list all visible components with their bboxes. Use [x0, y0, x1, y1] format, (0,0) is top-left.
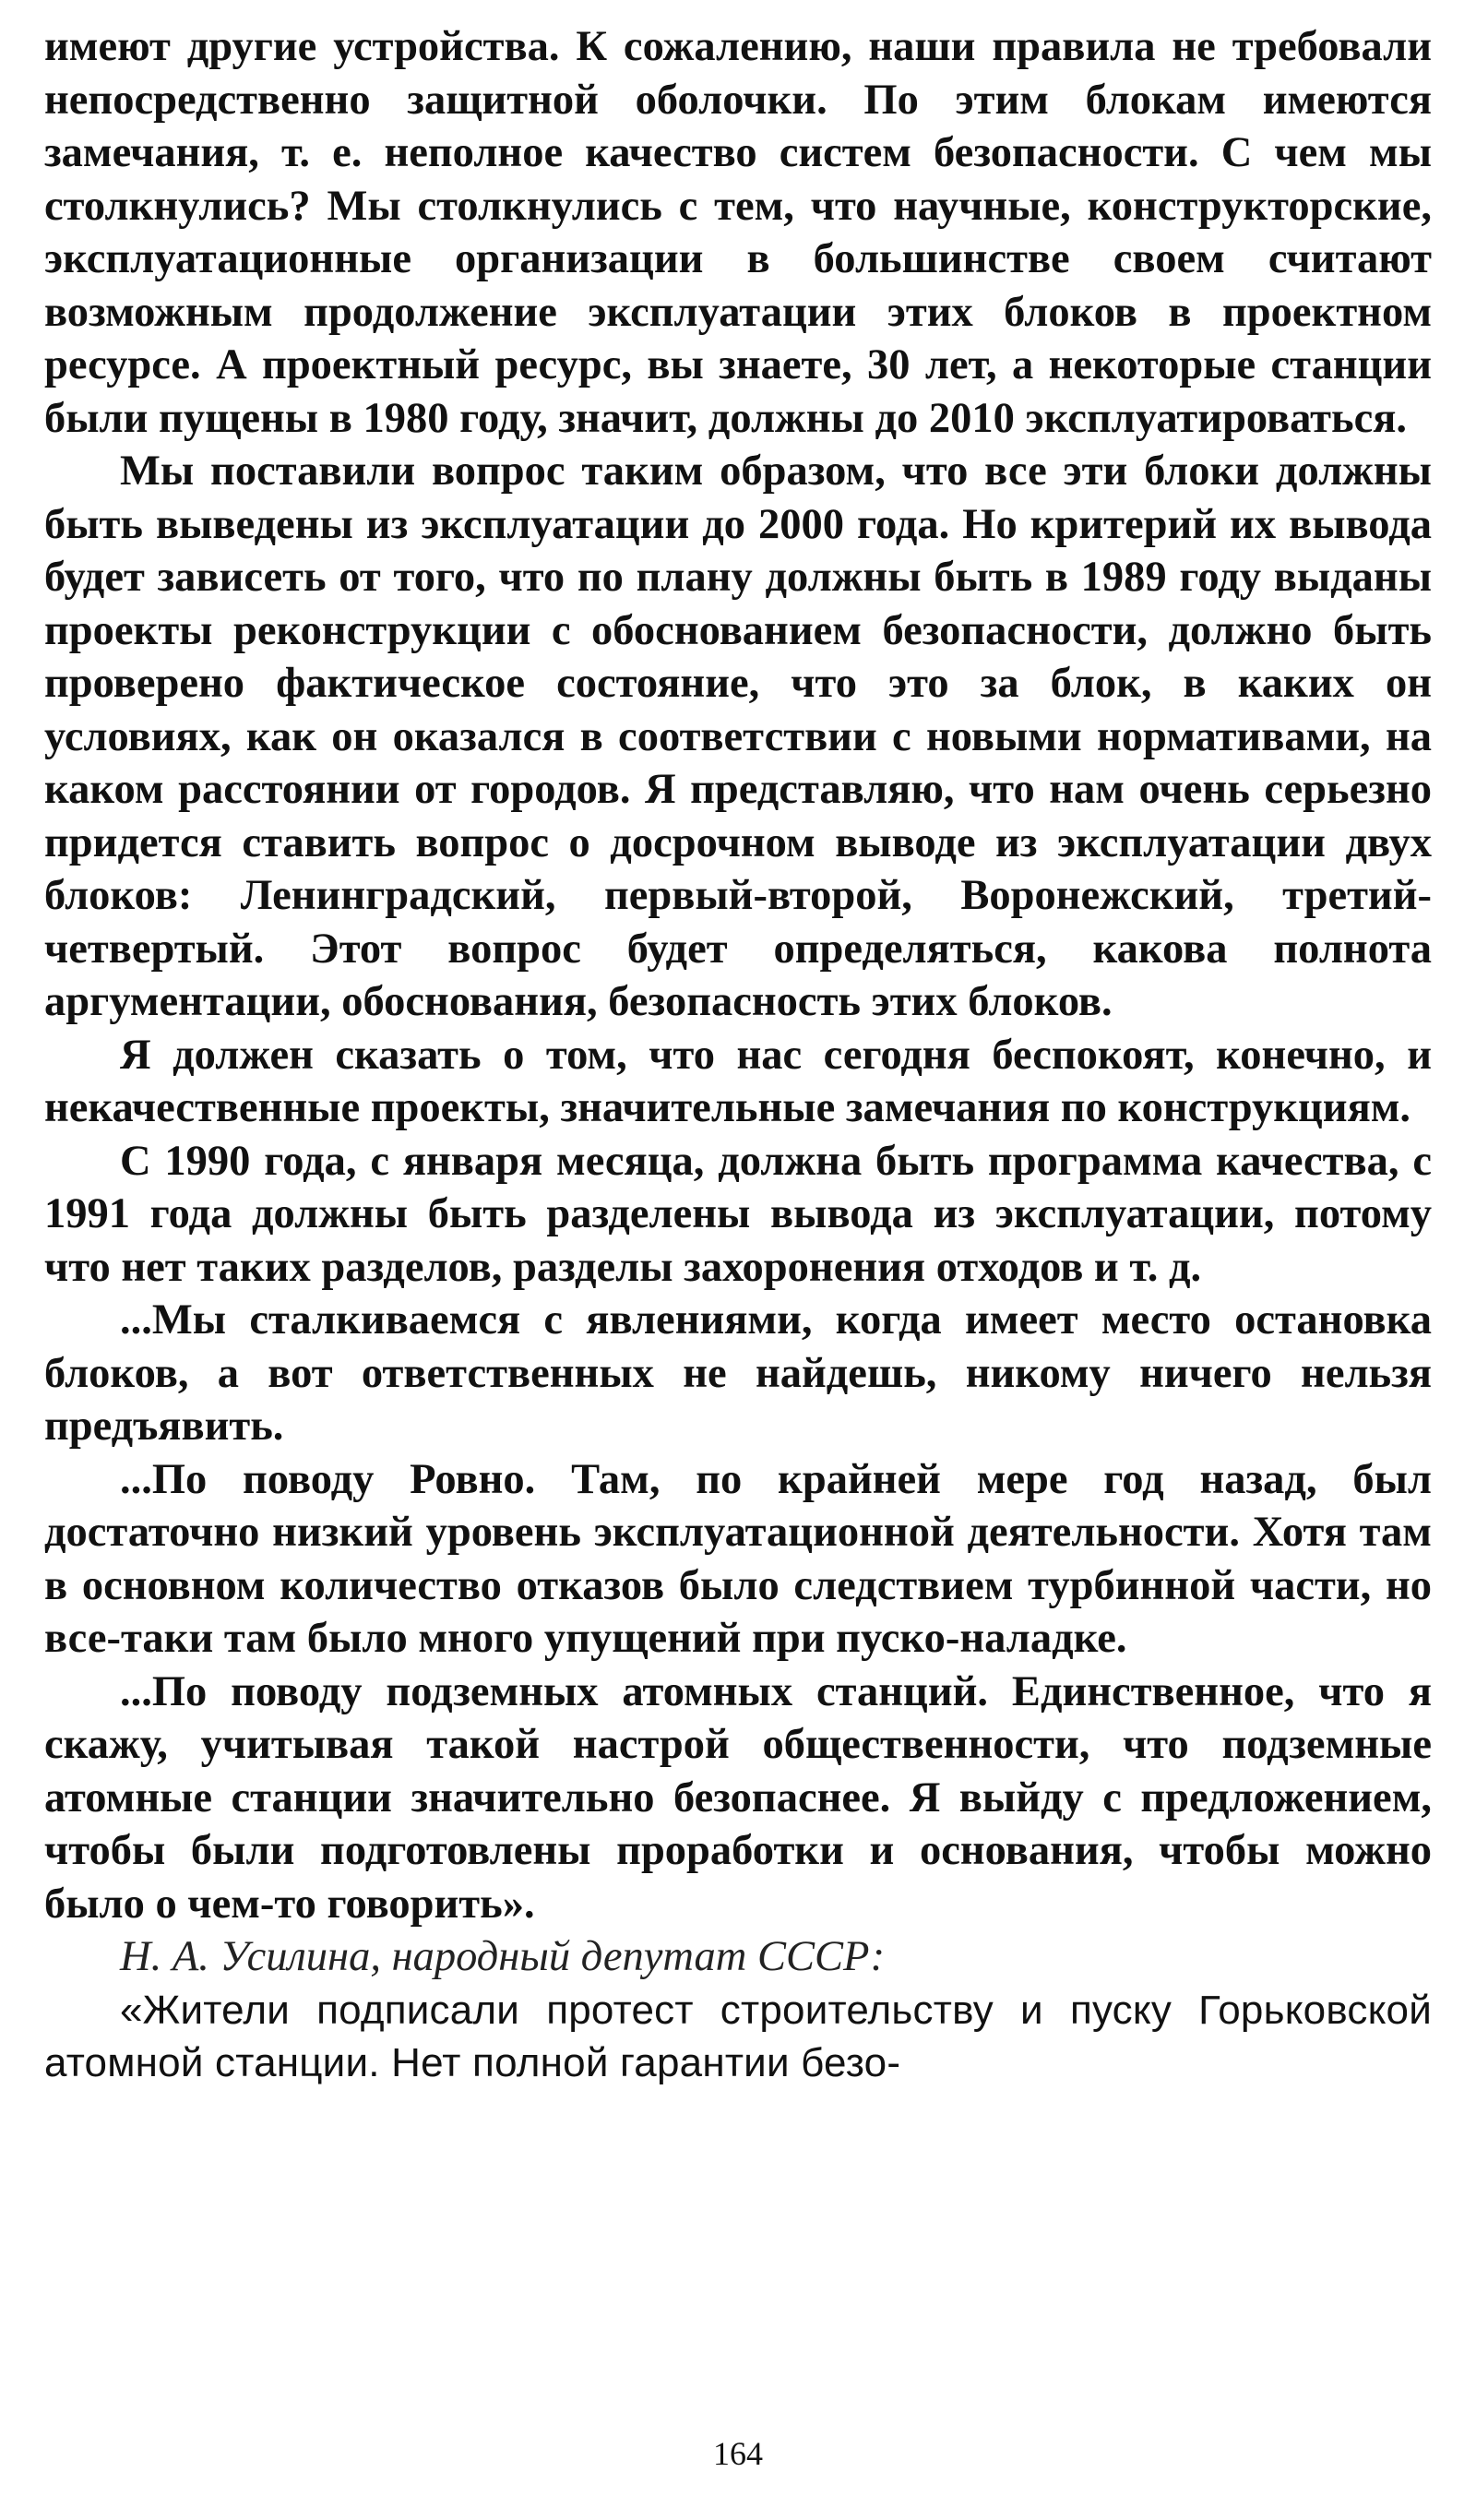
- paragraph-5: ...Мы сталкиваемся с явлениями, когда имеет место остановка блоков, а вот ответственных не найдешь, никому ничего нельзя предъявить.: [44, 1296, 1432, 1450]
- paragraph-3: Я должен сказать о том, что нас сегодня беспокоят, конечно, и некачественные проекты, значительные замечания по конструкциям.: [44, 1031, 1432, 1131]
- paragraph-1: имеют другие устройства. К сожалению, наши правила не требовали непосредственно защитной оболочки. По этим блокам имеются замечания, т. е. неполное качество систем безопасности. С чем мы столкнулись? Мы столкнулись с тем, что научные, конструкторские, эксплуатационные организации в большинстве своем считают возможным продолжение эксплуатации этих блоков в проектном ресурсе. А проектный ресурс, вы знаете, 30 лет, а некоторые станции были пущены в 1980 году, значит, должны до 2010 эксплуатироваться.: [44, 23, 1432, 442]
- paragraph-7: ...По поводу подземных атомных станций. Единственное, что я скажу, учитывая такой настрой общественности, что подземные атомные станции значительно безопаснее. Я выйду с предложением, чтобы были подготовлены проработки и основания, чтобы можно было о чем-то говорить».: [44, 1667, 1432, 1928]
- paragraph-2: Мы поставили вопрос таким образом, что все эти блоки должны быть выведены из эксплуатации до 2000 года. Но критерий их вывода будет зависеть от того, что по плану должны быть в 1989 году выданы проекты реконструкции с обоснованием безопасности, должно быть проверено фактическое состояние, что это за блок, в каких он условиях, как он оказался в соответствии с новыми нормативами, на каком расстоянии от городов. Я представляю, что нам очень серьезно придется ставить вопрос о досрочном выводе из эксплуатации двух блоков: Ленинградский, первый-второй, Воронежский, третий-четвертый. Этот вопрос будет определяться, какова полнота аргументации, обоснования, безопасность этих блоков.: [44, 448, 1432, 1025]
- paragraph-6: ...По поводу Ровно. Там, по крайней мере год назад, был достаточно низкий уровень эксплуатационной деятельности. Хотя там в основном количество отказов было следствием турбинной части, но все-таки там было много упущений при пуско-наладке.: [44, 1455, 1432, 1662]
- quote-paragraph: «Жители подписали протест строительству и пуску Горьковской атомной станции. Нет полной гарантии безо-: [44, 1987, 1432, 2085]
- page-number: 164: [713, 2435, 763, 2472]
- speaker-attribution: Н. А. Усилина, народный депутат СССР:: [120, 1933, 886, 1980]
- page-body: [44, 20, 1432, 2090]
- paragraph-4: С 1990 года, с января месяца, должна быть программа качества, с 1991 года должны быть разделены вывода из эксплуатации, потому что нет таких разделов, разделы захоронения отходов и т. д.: [44, 1137, 1432, 1291]
